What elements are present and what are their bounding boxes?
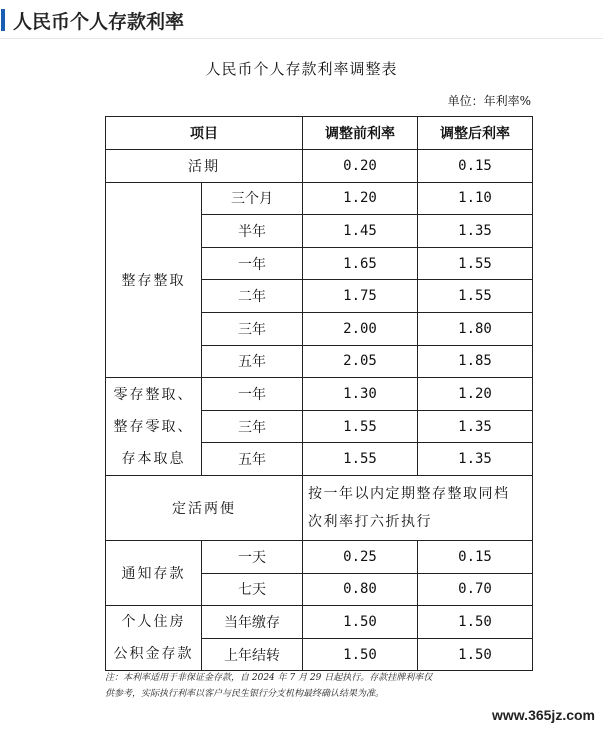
page-title: 人民币个人存款利率: [13, 11, 185, 33]
rate-after: 0.15: [418, 540, 533, 573]
installment-label-line: 零存整取、: [113, 386, 194, 403]
rate-after: 1.10: [418, 182, 533, 215]
housing-label-line: 个人住房: [121, 614, 186, 631]
flexible-note-line: 次利率打六折执行: [308, 513, 432, 530]
rate-after: 1.85: [418, 345, 533, 378]
header-accent-bar: [1, 9, 5, 31]
table-row: [106, 475, 533, 540]
term-label: 七天: [202, 573, 303, 606]
rate-before: 0.80: [303, 573, 418, 606]
header-after: 调整后利率: [418, 117, 533, 150]
site-watermark: www.365jz.com: [492, 707, 595, 723]
rate-after: 0.70: [418, 573, 533, 606]
term-label: 半年: [202, 215, 303, 248]
term-label: 二年: [202, 280, 303, 313]
header-item: 项目: [106, 117, 303, 150]
term-label: 一年: [202, 247, 303, 280]
rate-before: 1.50: [303, 638, 418, 671]
rate-after: 1.35: [418, 443, 533, 476]
table-row: [106, 540, 533, 573]
rate-after: 1.50: [418, 606, 533, 639]
rate-table: [105, 116, 533, 671]
flexible-note-line: 按一年以内定期整存整取同档: [308, 485, 510, 502]
term-label: 三年: [202, 312, 303, 345]
rate-before: 1.30: [303, 378, 418, 411]
rate-after: 1.35: [418, 410, 533, 443]
rate-before: 1.55: [303, 410, 418, 443]
document-title: 人民币个人存款利率调整表: [205, 60, 398, 78]
term-label: 当年缴存: [202, 606, 303, 639]
header-divider: [0, 38, 603, 39]
rate-before: 1.55: [303, 443, 418, 476]
term-label: 一天: [202, 540, 303, 573]
rate-after: 1.55: [418, 247, 533, 280]
rate-after: 1.20: [418, 378, 533, 411]
term-label: 上年结转: [202, 638, 303, 671]
rate-before: 2.05: [303, 345, 418, 378]
term-label: 一年: [202, 378, 303, 411]
housing-label-line: 公积金存款: [113, 646, 194, 663]
footnote: [105, 670, 545, 702]
notice-label: 通知存款: [106, 540, 202, 605]
table-header-row: [106, 117, 533, 150]
rate-before: 0.20: [303, 150, 418, 183]
unit-note: 单位：年利率%: [447, 94, 531, 108]
page-header: [0, 0, 603, 40]
footnote-line: 注：本利率适用于非保证金存款，自 2024 年 7 月 29 日起执行。存款挂牌利率仅: [105, 673, 433, 683]
rate-before: 1.45: [303, 215, 418, 248]
lump-sum-label: 整存整取: [106, 182, 202, 378]
term-label: 三年: [202, 410, 303, 443]
installment-label-line: 整存零取、: [113, 418, 194, 435]
housing-label: [106, 606, 202, 671]
flexible-label: 定活两便: [106, 475, 303, 540]
rate-after: 1.80: [418, 312, 533, 345]
table-row: [106, 182, 533, 215]
current-label: 活期: [106, 150, 303, 183]
table-row: [106, 150, 533, 183]
table-row: [106, 378, 533, 411]
rate-after: 1.50: [418, 638, 533, 671]
rate-before: 1.20: [303, 182, 418, 215]
installment-label-line: 存本取息: [121, 450, 186, 467]
rate-after: 1.35: [418, 215, 533, 248]
rate-before: 0.25: [303, 540, 418, 573]
header-before: 调整前利率: [303, 117, 418, 150]
table-row: [106, 606, 533, 639]
rate-before: 1.50: [303, 606, 418, 639]
rate-before: 1.75: [303, 280, 418, 313]
rate-after: 0.15: [418, 150, 533, 183]
footnote-line: 供参考，实际执行利率以客户与民生银行分支机构最终确认结果为准。: [105, 689, 385, 699]
installment-label: [106, 378, 202, 476]
rate-before: 1.65: [303, 247, 418, 280]
rate-before: 2.00: [303, 312, 418, 345]
term-label: 三个月: [202, 182, 303, 215]
term-label: 五年: [202, 443, 303, 476]
term-label: 五年: [202, 345, 303, 378]
flexible-note: [303, 475, 533, 540]
rate-after: 1.55: [418, 280, 533, 313]
